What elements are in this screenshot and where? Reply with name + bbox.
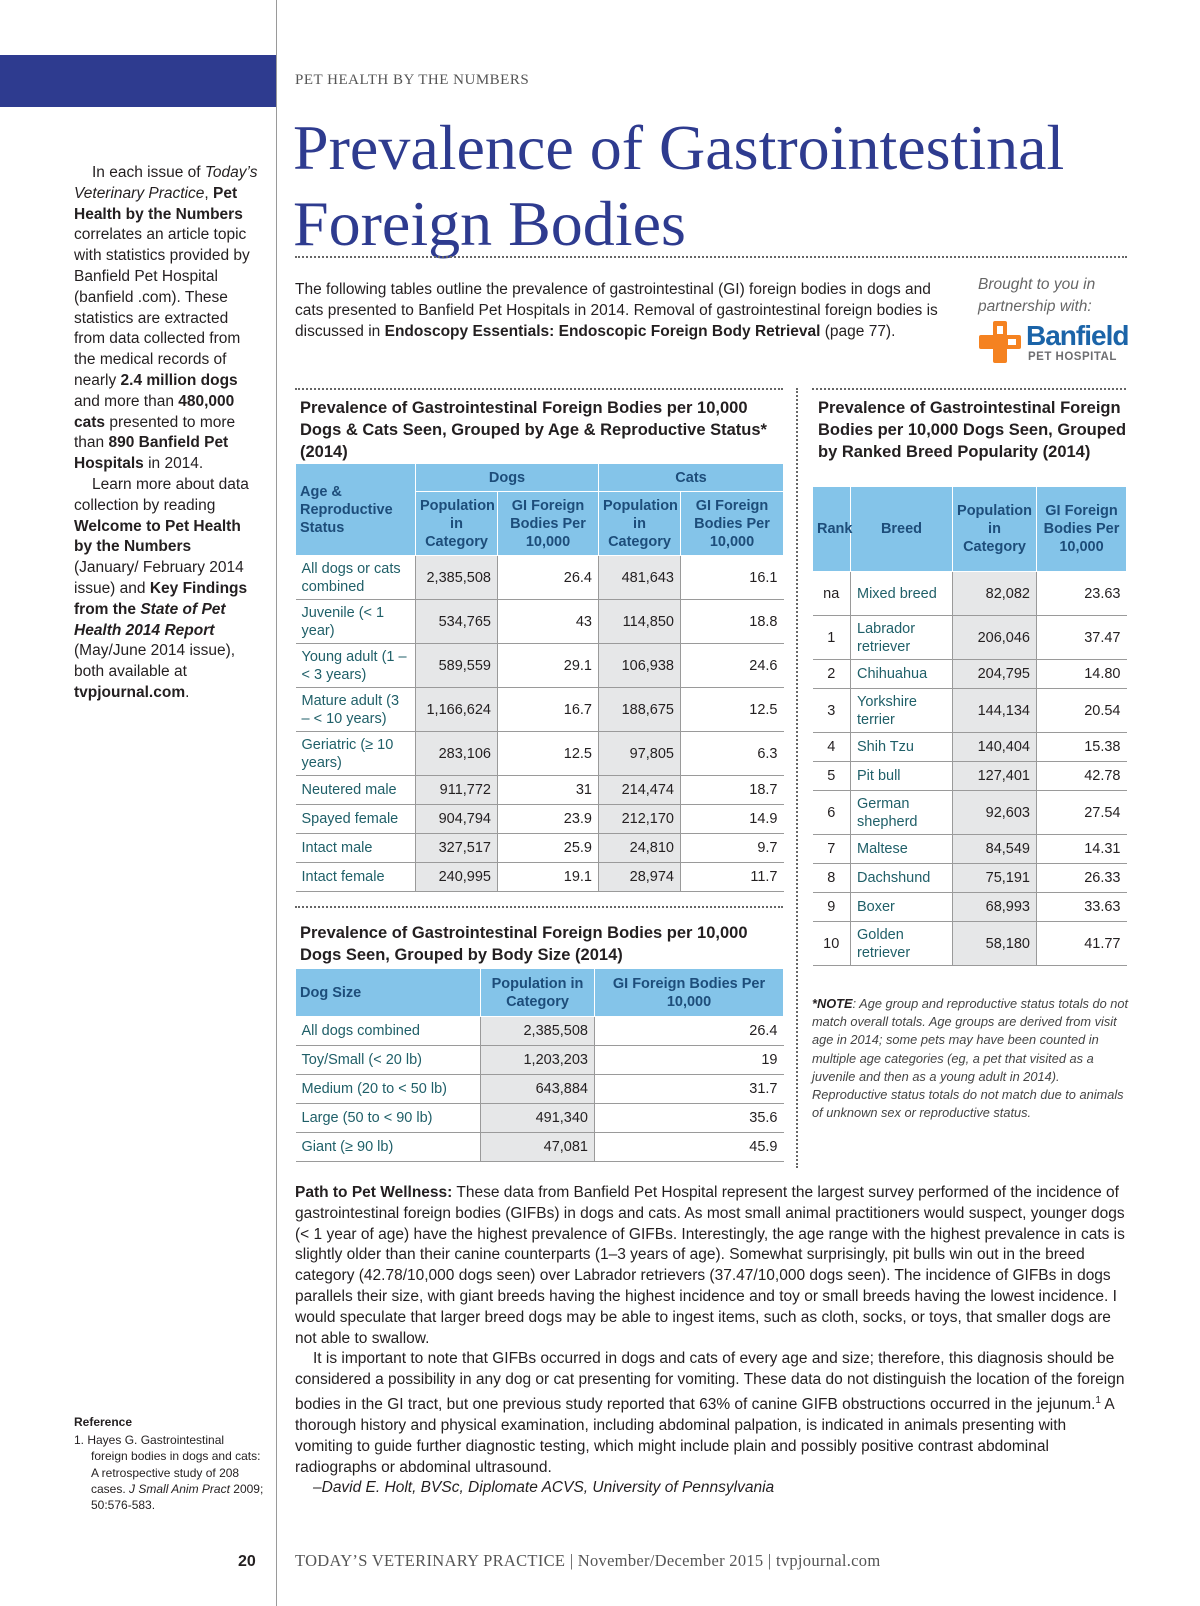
gifb-cell: 27.54 <box>1037 791 1127 835</box>
age-table-title: Prevalence of Gastrointestinal Foreign Bodies per 10,000 Dogs & Cats Seen, Grouped by Age & Reproductive Status* (2014) <box>300 399 767 461</box>
cat-population-cell: 114,850 <box>599 600 681 644</box>
gifb-cell: 42.78 <box>1037 762 1127 791</box>
breed-cell: Boxer <box>851 893 953 922</box>
gifb-cell: 35.6 <box>595 1104 784 1133</box>
text: correlates an article topic with statistics provided by Banfield Pet Hospital (banfield .com). These statistics are extracted from data collected from the medical records of nearly <box>74 226 250 389</box>
text: in 2014. <box>143 455 204 473</box>
hospital-count: 890 Banfield Pet Hospitals <box>74 434 229 473</box>
cat-population-cell: 188,675 <box>599 688 681 732</box>
table-divider <box>812 388 1126 390</box>
size-table-title: Prevalence of Gastrointestinal Foreign Bodies per 10,000 Dogs Seen, Grouped by Body Size (2014) <box>300 924 748 964</box>
breed-cell: Yorkshire terrier <box>851 689 953 733</box>
gifb-cell: 45.9 <box>595 1133 784 1162</box>
table-row <box>296 556 784 600</box>
cat-population-cell: 97,805 <box>599 732 681 776</box>
column-divider <box>276 0 277 1606</box>
rank-cell: 2 <box>813 660 851 689</box>
col-header-dog-gifb: GI Foreign Bodies Per 10,000 <box>498 492 599 556</box>
article-reference: Endoscopy Essentials: Endoscopic Foreign Body Retrieval <box>384 323 821 340</box>
column-divider-dotted <box>796 388 798 1168</box>
rank-cell: 3 <box>813 689 851 733</box>
cat-gifb-cell: 18.8 <box>681 600 784 644</box>
dog-gifb-cell: 19.1 <box>498 863 599 892</box>
body-size-table <box>295 968 784 1162</box>
cat-gifb-cell: 11.7 <box>681 863 784 892</box>
rank-cell: 7 <box>813 835 851 864</box>
col-header-size: Dog Size <box>296 969 481 1017</box>
dog-population-cell: 283,106 <box>416 732 498 776</box>
text: It is important to note that GIFBs occurred in dogs and cats of every age and size; therefore, this diagnosis should be considered a possibility in any dog or cat presenting for vomiting. These data do not distinguish the location of the foreign bodies in the GI tract, but one previous study reported that 63% of canine GIFB obstructions occurred in the jejunum. <box>295 1350 1125 1414</box>
rank-cell: 8 <box>813 864 851 893</box>
table-row <box>296 1104 784 1133</box>
row-label: Giant (≥ 90 lb) <box>296 1133 481 1162</box>
table-row <box>296 644 784 688</box>
article-reference: Welcome to Pet Health by the Numbers <box>74 517 241 556</box>
sidebar-paragraph-1 <box>74 163 260 475</box>
cat-population-cell: 214,474 <box>599 776 681 805</box>
gifb-cell: 33.63 <box>1037 893 1127 922</box>
cat-population-cell: 28,974 <box>599 863 681 892</box>
breed-cell: German shepherd <box>851 791 953 835</box>
rank-cell: 9 <box>813 893 851 922</box>
text: 2009; 50:576-583. <box>91 1481 264 1513</box>
row-label: Medium (20 to < 50 lb) <box>296 1075 481 1104</box>
population-cell: 2,385,508 <box>481 1017 595 1046</box>
table-row <box>813 762 1127 791</box>
breed-cell: Golden retriever <box>851 922 953 966</box>
cat-gifb-cell: 14.9 <box>681 805 784 834</box>
table-note <box>812 995 1134 1122</box>
population-cell: 204,795 <box>953 660 1037 689</box>
table-row <box>813 791 1127 835</box>
table-row <box>813 616 1127 660</box>
col-header-gifb: GI Foreign Bodies Per 10,000 <box>1037 487 1127 572</box>
row-label: Toy/Small (< 20 lb) <box>296 1046 481 1075</box>
table-row <box>813 733 1127 762</box>
table-row <box>296 688 784 732</box>
dog-gifb-cell: 31 <box>498 776 599 805</box>
note-text: : Age group and reproductive status totals do not match overall totals. Age groups are derived from visit age in 2014; some pets may have been counted in multiple age categories (eg, a pet that visited as a juvenile and then as a young adult in 2014). Reproductive status totals do not match due to animals of unknown sex or reproductive status. <box>812 996 1129 1121</box>
gifb-cell: 15.38 <box>1037 733 1127 762</box>
dog-population-cell: 1,166,624 <box>416 688 498 732</box>
text: Learn more about data collection by reading <box>74 475 249 514</box>
col-header-status: Age & Reproductive Status <box>296 464 416 556</box>
table-row <box>296 1133 784 1162</box>
row-label: Intact female <box>296 863 416 892</box>
row-label: Spayed female <box>296 805 416 834</box>
dog-gifb-cell: 16.7 <box>498 688 599 732</box>
dog-population-cell: 904,794 <box>416 805 498 834</box>
breed-table <box>812 486 1127 966</box>
author-signature: –David E. Holt, BVSc, Diplomate ACVS, University of Pennsylvania <box>313 1479 775 1497</box>
table-row <box>813 660 1127 689</box>
col-header-gifb: GI Foreign Bodies Per 10,000 <box>595 969 784 1017</box>
website-link[interactable]: tvpjournal.com <box>74 683 186 701</box>
header-color-bar <box>0 55 277 107</box>
title-line-1: Prevalence of Gastrointestinal <box>293 112 1065 183</box>
cat-gifb-cell: 16.1 <box>681 556 784 600</box>
text: A thorough history and physical examination, including abdominal palpation, is indicated in animals presenting with vomiting to guide further diagnostic testing, which might include plain and possibly positive contrast abdominal radiographs or abdominal ultrasound. <box>295 1396 1114 1476</box>
cat-gifb-cell: 9.7 <box>681 834 784 863</box>
col-header-dog-population: Population in Category <box>416 492 498 556</box>
population-cell: 144,134 <box>953 689 1037 733</box>
breed-cell: Labrador retriever <box>851 616 953 660</box>
table-row <box>296 600 784 644</box>
rank-cell: 1 <box>813 616 851 660</box>
cat-population-cell: 212,170 <box>599 805 681 834</box>
wellness-paragraph-1 <box>295 1183 1127 1349</box>
population-cell: 82,082 <box>953 572 1037 616</box>
row-label: Large (50 to < 90 lb) <box>296 1104 481 1133</box>
row-label: All dogs combined <box>296 1017 481 1046</box>
journal-name: Today’s Veterinary Practice <box>74 164 258 202</box>
table-row <box>296 1017 784 1046</box>
population-cell: 643,884 <box>481 1075 595 1104</box>
dog-population-cell: 2,385,508 <box>416 556 498 600</box>
breed-cell: Mixed breed <box>851 572 953 616</box>
column-name: Pet Health by the Numbers <box>74 184 243 223</box>
col-header-cat-gifb: GI Foreign Bodies Per 10,000 <box>681 492 784 556</box>
text: . <box>185 683 190 701</box>
reference-heading: Reference <box>74 1415 133 1429</box>
cat-gifb-cell: 24.6 <box>681 644 784 688</box>
footer: TODAY’S VETERINARY PRACTICE | November/December 2015 | tvpjournal.com <box>295 1551 881 1570</box>
sponsor-caption: Brought to you in partnership with: <box>978 276 1096 315</box>
table-row <box>813 835 1127 864</box>
table-row <box>813 893 1127 922</box>
cat-gifb-cell: 12.5 <box>681 688 784 732</box>
rank-cell: na <box>813 572 851 616</box>
page-title <box>293 110 1153 262</box>
breed-cell: Maltese <box>851 835 953 864</box>
table-row <box>813 572 1127 616</box>
gifb-cell: 26.33 <box>1037 864 1127 893</box>
dog-gifb-cell: 23.9 <box>498 805 599 834</box>
dog-count: 2.4 million dogs <box>120 371 238 389</box>
rank-cell: 6 <box>813 791 851 835</box>
dog-population-cell: 240,995 <box>416 863 498 892</box>
cat-gifb-cell: 6.3 <box>681 732 784 776</box>
population-cell: 491,340 <box>481 1104 595 1133</box>
breed-table-title: Prevalence of Gastrointestinal Foreign Bodies per 10,000 Dogs Seen, Grouped by Ranked Breed Popularity (2014) <box>818 399 1127 461</box>
dog-gifb-cell: 12.5 <box>498 732 599 776</box>
breed-cell: Pit bull <box>851 762 953 791</box>
gifb-cell: 31.7 <box>595 1075 784 1104</box>
col-header-population: Population in Category <box>481 969 595 1017</box>
wellness-paragraph-2 <box>295 1349 1127 1478</box>
population-cell: 84,549 <box>953 835 1037 864</box>
gifb-cell: 41.77 <box>1037 922 1127 966</box>
col-header-breed: Breed <box>851 487 953 572</box>
col-header-cat-population: Population in Category <box>599 492 681 556</box>
row-label: All dogs or cats combined <box>296 556 416 600</box>
table-divider <box>295 388 783 390</box>
cat-count: 480,000 cats <box>74 392 235 431</box>
section-label: PET HEALTH BY THE NUMBERS <box>295 72 530 88</box>
banfield-logo <box>978 320 1128 364</box>
sidebar-intro <box>74 163 260 704</box>
text: These data from Banfield Pet Hospital represent the largest survey performed of the incidence of gastrointestinal foreign bodies (GIFBs) in dogs and cats. As most small animal practitioners would suspect, younger dogs (< 1 year of age) have the highest prevalence of GIFBs. Interestingly, the age range with the highest prevalence in cats is slightly older than their canine counterparts (1–3 years of age). Somewhat surprisingly, pit bulls win out in the breed category (42.78/10,000 dogs seen) over Labrador retrievers (37.47/10,000 dogs seen). The incidence of GIFBs in dogs parallels their size, with giant breeds having the highest incidence and toy or small breeds having the lowest incidence. I would speculate that larger breed dogs may be able to ingest items, such as cloth, socks, or toys, that smaller dogs are not able to swallow. <box>295 1184 1125 1347</box>
text: (May/June 2014 issue), both available at <box>74 642 236 681</box>
population-cell: 140,404 <box>953 733 1037 762</box>
text: presented to more than <box>74 413 236 452</box>
row-label: Juvenile (< 1 year) <box>296 600 416 644</box>
text: (January/ February 2014 issue) and <box>74 559 244 597</box>
row-label: Mature adult (3 – < 10 years) <box>296 688 416 732</box>
cat-population-cell: 106,938 <box>599 644 681 688</box>
table-row <box>296 834 784 863</box>
table-row <box>296 732 784 776</box>
sidebar-paragraph-2 <box>74 475 260 704</box>
row-label: Geriatric (≥ 10 years) <box>296 732 416 776</box>
rank-cell: 5 <box>813 762 851 791</box>
gifb-cell: 19 <box>595 1046 784 1075</box>
gifb-cell: 14.80 <box>1037 660 1127 689</box>
dog-population-cell: 589,559 <box>416 644 498 688</box>
breed-cell: Chihuahua <box>851 660 953 689</box>
table-row <box>813 864 1127 893</box>
rank-cell: 4 <box>813 733 851 762</box>
gifb-cell: 26.4 <box>595 1017 784 1046</box>
population-cell: 68,993 <box>953 893 1037 922</box>
population-cell: 1,203,203 <box>481 1046 595 1075</box>
logo-wordmark: Banfield <box>1026 320 1129 351</box>
table-row <box>296 1046 784 1075</box>
table-row <box>296 776 784 805</box>
dog-population-cell: 327,517 <box>416 834 498 863</box>
rank-cell: 10 <box>813 922 851 966</box>
table-row <box>296 1075 784 1104</box>
population-cell: 127,401 <box>953 762 1037 791</box>
col-header-rank: Rank <box>813 487 851 572</box>
population-cell: 206,046 <box>953 616 1037 660</box>
table-row <box>296 805 784 834</box>
cat-population-cell: 481,643 <box>599 556 681 600</box>
population-cell: 75,191 <box>953 864 1037 893</box>
note-prefix: *NOTE <box>812 996 853 1011</box>
report-name: State of Pet Health 2014 Report <box>74 600 226 639</box>
row-label: Young adult (1 – < 3 years) <box>296 644 416 688</box>
table-row <box>813 689 1127 733</box>
col-header-population: Population in Category <box>953 487 1037 572</box>
dog-population-cell: 911,772 <box>416 776 498 805</box>
dog-population-cell: 534,765 <box>416 600 498 644</box>
dog-gifb-cell: 43 <box>498 600 599 644</box>
banfield-cross-icon <box>978 320 1022 364</box>
reference-item <box>74 1432 264 1513</box>
text: In each issue of <box>92 164 205 181</box>
age-status-table <box>295 463 784 892</box>
gifb-cell: 14.31 <box>1037 835 1127 864</box>
dog-gifb-cell: 29.1 <box>498 644 599 688</box>
title-divider <box>295 256 1127 258</box>
row-label: Neutered male <box>296 776 416 805</box>
gifb-cell: 23.63 <box>1037 572 1127 616</box>
table-divider <box>295 906 783 908</box>
table-row <box>813 922 1127 966</box>
text: , <box>204 184 213 202</box>
dog-gifb-cell: 26.4 <box>498 556 599 600</box>
cat-gifb-cell: 18.7 <box>681 776 784 805</box>
article-reference: Key Findings from the <box>74 579 248 618</box>
text: The following tables outline the prevalence of gastrointestinal (GI) foreign bodies in dogs and cats presented to Banfield Pet Hospitals in 2014. Removal of gastrointestinal foreign bodies is discussed in <box>295 281 938 340</box>
title-line-2: Foreign Bodies <box>293 188 686 259</box>
journal-name: J Small Anim Pract <box>129 1481 230 1496</box>
gifb-cell: 20.54 <box>1037 689 1127 733</box>
reference-section <box>74 1414 264 1513</box>
table-row <box>296 863 784 892</box>
citation-marker: 1 <box>1095 1394 1101 1406</box>
group-header-dogs: Dogs <box>416 464 599 492</box>
intro-paragraph <box>295 279 945 342</box>
logo-subtitle: PET HOSPITAL <box>1028 351 1117 363</box>
cat-population-cell: 24,810 <box>599 834 681 863</box>
wellness-section <box>295 1183 1127 1499</box>
gifb-cell: 37.47 <box>1037 616 1127 660</box>
page-number: 20 <box>238 1553 256 1570</box>
text: and more than <box>74 392 179 410</box>
text: 1. Hayes G. Gastrointestinal foreign bodies in dogs and cats: A retrospective study of 208 cases. <box>74 1433 261 1496</box>
population-cell: 47,081 <box>481 1133 595 1162</box>
breed-cell: Shih Tzu <box>851 733 953 762</box>
breed-cell: Dachshund <box>851 864 953 893</box>
dog-gifb-cell: 25.9 <box>498 834 599 863</box>
wellness-heading: Path to Pet Wellness: <box>295 1184 453 1201</box>
row-label: Intact male <box>296 834 416 863</box>
population-cell: 92,603 <box>953 791 1037 835</box>
population-cell: 58,180 <box>953 922 1037 966</box>
group-header-cats: Cats <box>599 464 784 492</box>
text: (page 77). <box>820 323 896 340</box>
